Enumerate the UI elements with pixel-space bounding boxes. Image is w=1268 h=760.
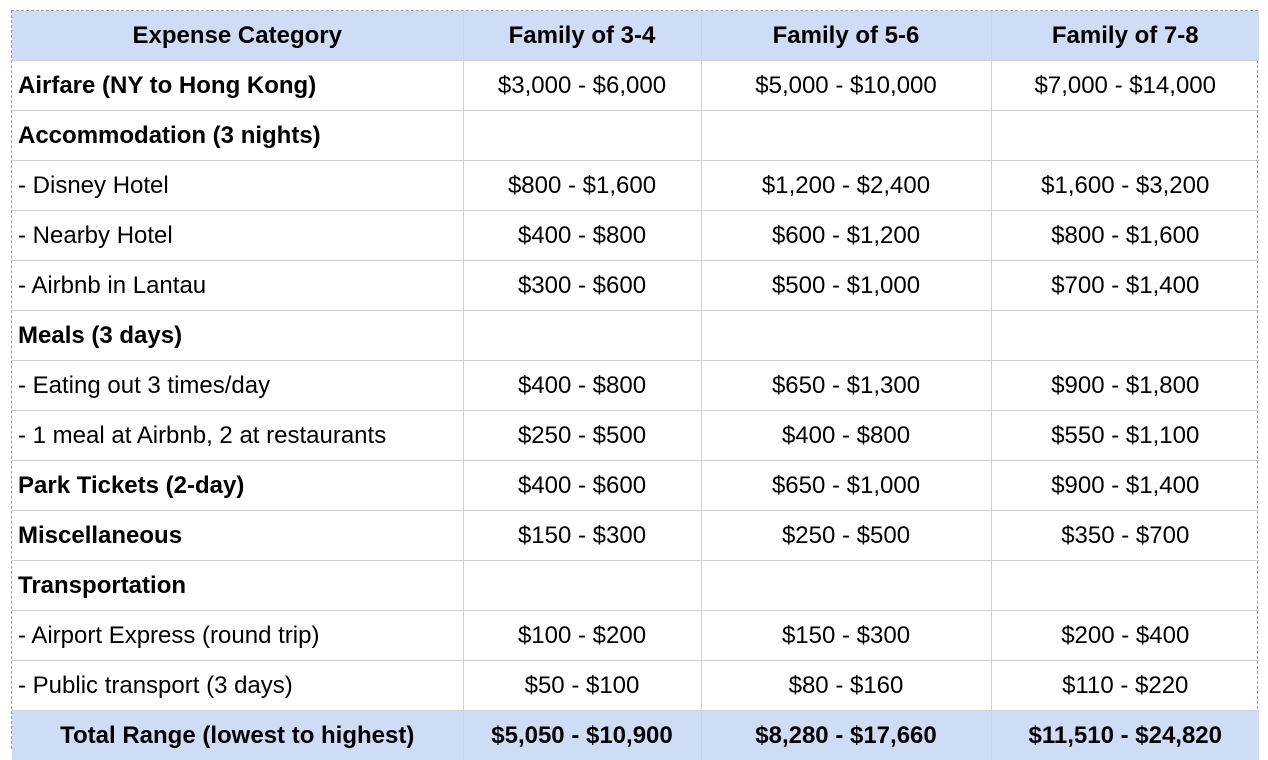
cell-value: $1,200 - $2,400 xyxy=(701,161,991,211)
expense-table xyxy=(12,11,1259,760)
table-row xyxy=(12,361,1259,411)
cell-value: $250 - $500 xyxy=(701,511,991,561)
header-family-5-6: Family of 5-6 xyxy=(701,11,991,61)
cell-value xyxy=(991,561,1259,611)
row-label: Miscellaneous xyxy=(12,511,463,561)
cell-value xyxy=(463,561,701,611)
table-row xyxy=(12,611,1259,661)
cell-value: $100 - $200 xyxy=(463,611,701,661)
cell-value: $1,600 - $3,200 xyxy=(991,161,1259,211)
cell-value: $400 - $600 xyxy=(463,461,701,511)
row-label: Transportation xyxy=(12,561,463,611)
cell-value xyxy=(463,111,701,161)
total-value-family-5-6: $8,280 - $17,660 xyxy=(701,711,991,760)
cell-value: $900 - $1,400 xyxy=(991,461,1259,511)
cell-value: $800 - $1,600 xyxy=(463,161,701,211)
cell-value: $800 - $1,600 xyxy=(991,211,1259,261)
row-label: - Nearby Hotel xyxy=(12,211,463,261)
cell-value: $400 - $800 xyxy=(463,211,701,261)
cell-value: $50 - $100 xyxy=(463,661,701,711)
total-value-family-7-8: $11,510 - $24,820 xyxy=(991,711,1259,760)
total-row xyxy=(12,711,1259,760)
row-label: - Disney Hotel xyxy=(12,161,463,211)
table-row xyxy=(12,511,1259,561)
cell-value: $550 - $1,100 xyxy=(991,411,1259,461)
cell-value xyxy=(701,111,991,161)
table-row xyxy=(12,411,1259,461)
cell-value: $400 - $800 xyxy=(463,361,701,411)
cell-value xyxy=(701,311,991,361)
row-label: - Airbnb in Lantau xyxy=(12,261,463,311)
table-row xyxy=(12,61,1259,111)
header-family-7-8: Family of 7-8 xyxy=(991,11,1259,61)
total-value-family-3-4: $5,050 - $10,900 xyxy=(463,711,701,760)
cell-value: $700 - $1,400 xyxy=(991,261,1259,311)
header-family-3-4: Family of 3-4 xyxy=(463,11,701,61)
cell-value: $650 - $1,000 xyxy=(701,461,991,511)
table-row xyxy=(12,211,1259,261)
table-row xyxy=(12,311,1259,361)
total-label: Total Range (lowest to highest) xyxy=(12,711,463,760)
cell-value: $80 - $160 xyxy=(701,661,991,711)
cell-value: $500 - $1,000 xyxy=(701,261,991,311)
expense-table-container xyxy=(11,10,1258,749)
table-row xyxy=(12,111,1259,161)
cell-value xyxy=(463,311,701,361)
cell-value: $150 - $300 xyxy=(463,511,701,561)
cell-value: $7,000 - $14,000 xyxy=(991,61,1259,111)
cell-value: $900 - $1,800 xyxy=(991,361,1259,411)
cell-value: $5,000 - $10,000 xyxy=(701,61,991,111)
header-row xyxy=(12,11,1259,61)
cell-value: $350 - $700 xyxy=(991,511,1259,561)
row-label: Meals (3 days) xyxy=(12,311,463,361)
cell-value: $600 - $1,200 xyxy=(701,211,991,261)
table-row xyxy=(12,661,1259,711)
row-label: Airfare (NY to Hong Kong) xyxy=(12,61,463,111)
row-label: - 1 meal at Airbnb, 2 at restaurants xyxy=(12,411,463,461)
table-row xyxy=(12,261,1259,311)
cell-value: $300 - $600 xyxy=(463,261,701,311)
table-row xyxy=(12,161,1259,211)
cell-value: $250 - $500 xyxy=(463,411,701,461)
cell-value: $110 - $220 xyxy=(991,661,1259,711)
cell-value: $650 - $1,300 xyxy=(701,361,991,411)
cell-value xyxy=(991,111,1259,161)
row-label: - Airport Express (round trip) xyxy=(12,611,463,661)
row-label: Park Tickets (2-day) xyxy=(12,461,463,511)
cell-value: $3,000 - $6,000 xyxy=(463,61,701,111)
cell-value xyxy=(991,311,1259,361)
cell-value: $150 - $300 xyxy=(701,611,991,661)
table-row xyxy=(12,561,1259,611)
cell-value: $400 - $800 xyxy=(701,411,991,461)
row-label: - Eating out 3 times/day xyxy=(12,361,463,411)
table-row xyxy=(12,461,1259,511)
header-expense-category: Expense Category xyxy=(12,11,463,61)
cell-value xyxy=(701,561,991,611)
cell-value: $200 - $400 xyxy=(991,611,1259,661)
row-label: - Public transport (3 days) xyxy=(12,661,463,711)
row-label: Accommodation (3 nights) xyxy=(12,111,463,161)
